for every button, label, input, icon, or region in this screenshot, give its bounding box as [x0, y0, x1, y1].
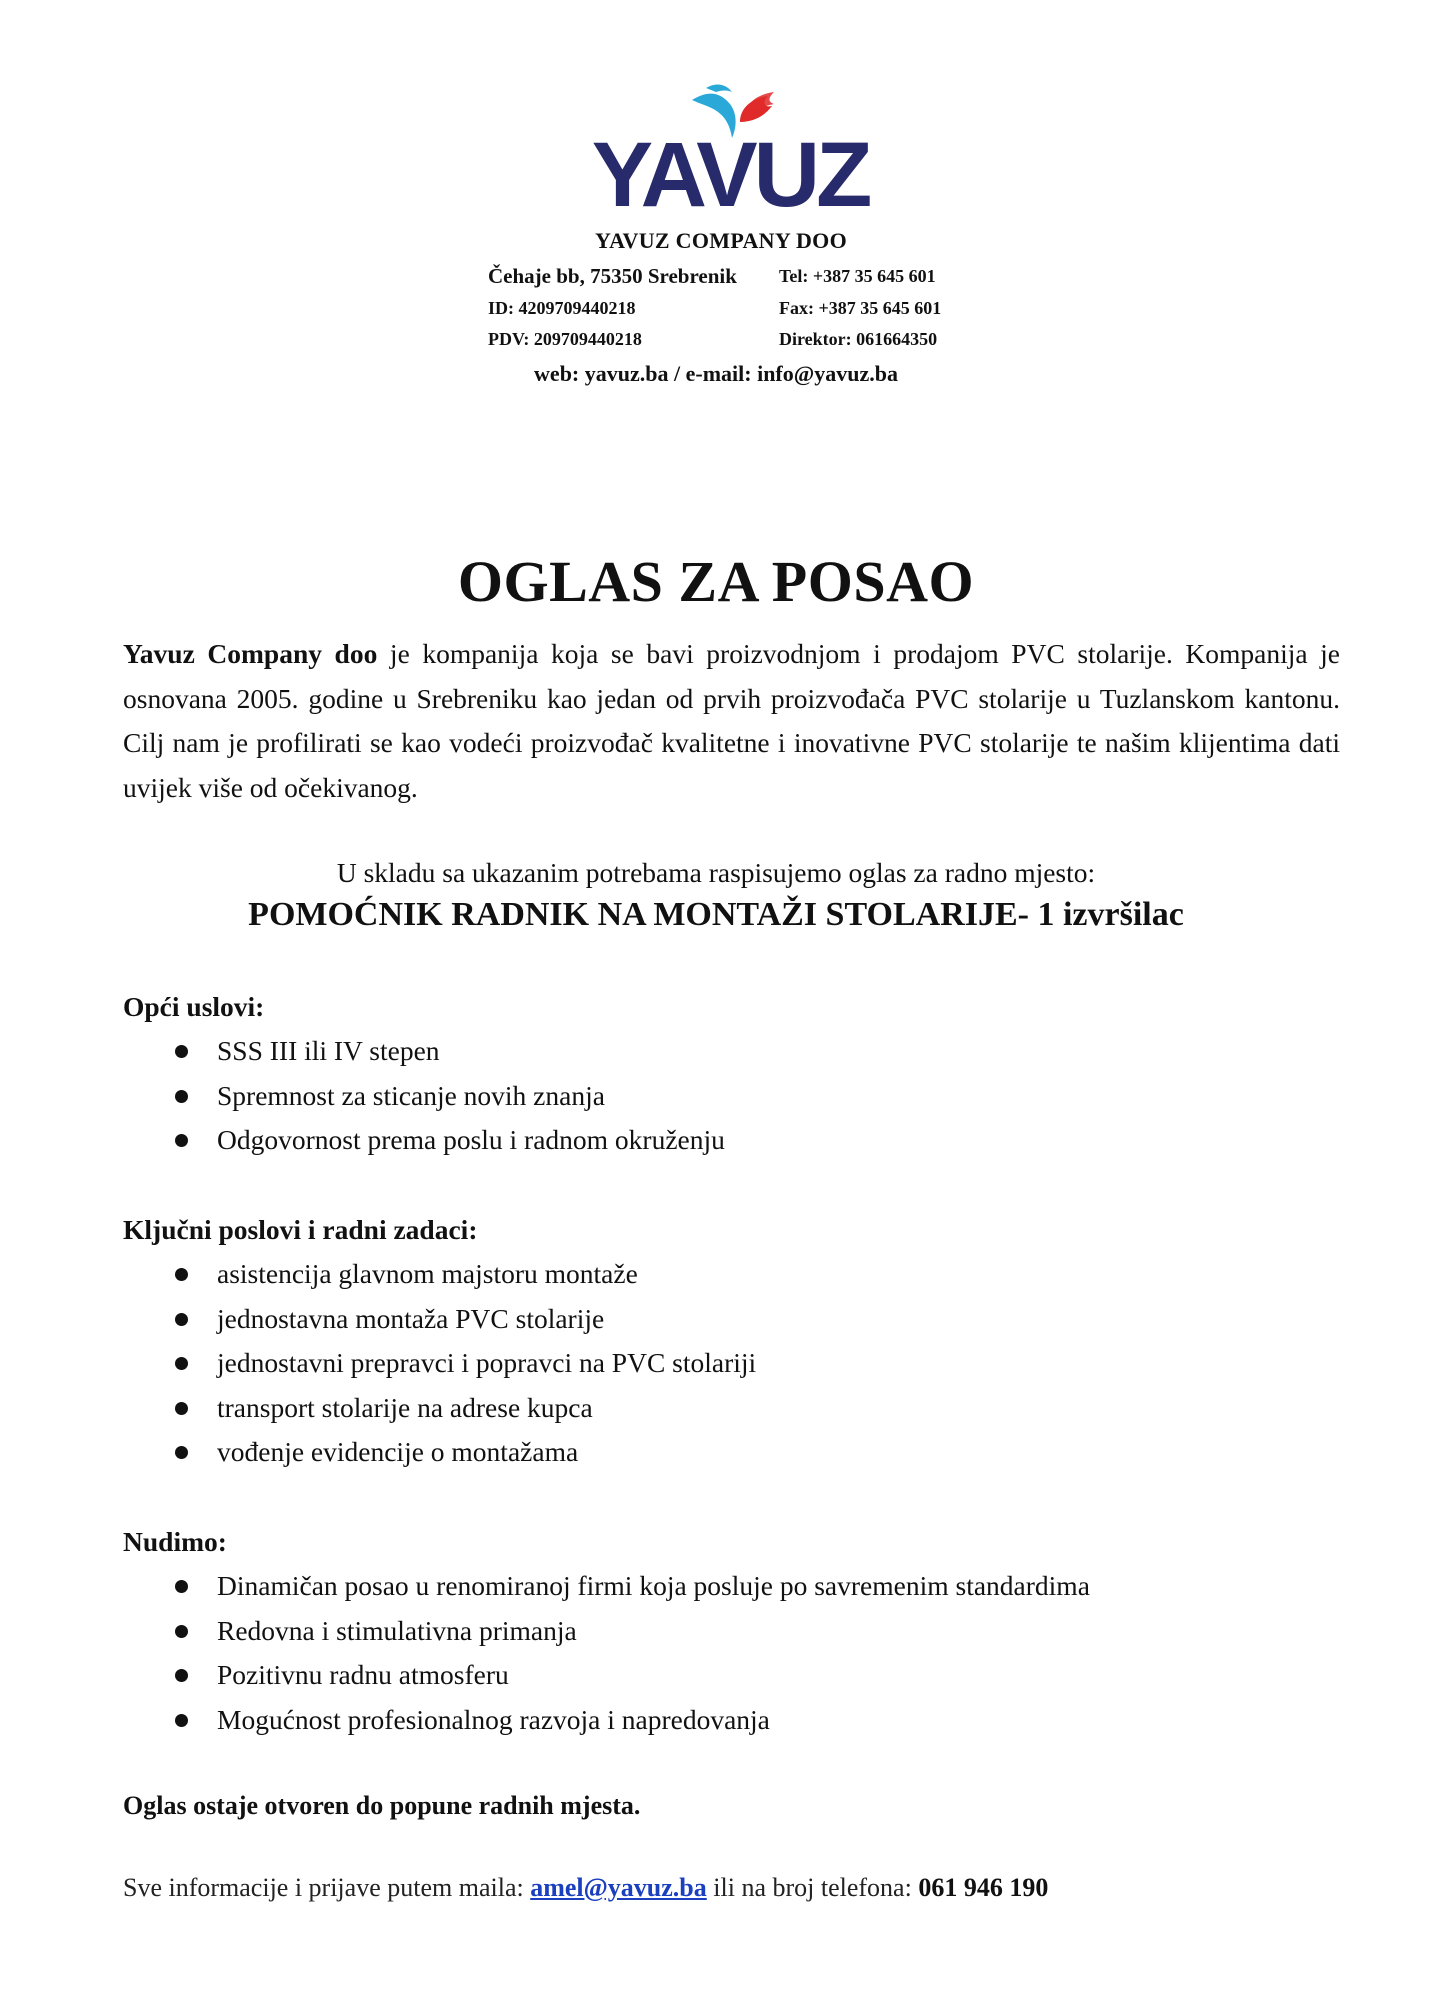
email-link[interactable]: amel@yavuz.ba — [530, 1873, 707, 1902]
list-item-text: Pozitivnu radnu atmosferu — [217, 1659, 509, 1690]
company-fax: Fax: +387 35 645 601 — [779, 298, 942, 318]
bullet-icon — [175, 1669, 188, 1682]
list-item — [123, 1564, 1090, 1609]
list-item-text: Odgovornost prema poslu i radnom okruženju — [217, 1124, 725, 1155]
list-item — [123, 1386, 756, 1431]
bullet-icon — [175, 1045, 188, 1058]
bullet-icon — [175, 1090, 188, 1103]
bullet-icon — [175, 1313, 188, 1326]
yavuz-logo-icon — [580, 82, 880, 212]
intro-text: je kompanija koja se bavi proizvodnjom i prodajom PVC stolarije. Kompanija je osnovana 2005. godine u Srebreniku kao jedan od prvih proizvođača PVC stolarije u Tuzlanskom kantonu. Cilj nam je profilirati se kao vodeći proizvođač kvalitetne i inovativne PVC stolarije te našim klijentima dati uvijek više od očekivanog. — [123, 638, 1341, 803]
list-item — [123, 1430, 756, 1475]
list-item-text: vođenje evidencije o montažama — [217, 1436, 579, 1467]
list-item-text: transport stolarije na adrese kupca — [217, 1391, 593, 1423]
lead-text: U skladu sa ukazanim potrebama raspisujemo oglas za radno mjesto: — [336, 857, 1096, 888]
list-item — [123, 1297, 756, 1342]
list-item-text: Dinamičan posao u renomiranoj firmi koja posluje po savremenim standardima — [217, 1570, 1090, 1601]
list-item-text: SSS III ili IV stepen — [217, 1035, 440, 1066]
list-item-text: jednostavni prepravci i popravci na PVC stolariji — [217, 1347, 757, 1378]
general-conditions-list — [123, 1029, 725, 1163]
list-item — [123, 1118, 725, 1163]
intro-company-name: Yavuz Company doo — [123, 638, 378, 669]
bullet-icon — [175, 1625, 188, 1638]
intro-paragraph — [123, 632, 1340, 810]
position-title: POMOĆNIK RADNIK NA MONTAŽI STOLARIJE- 1 izvršilac — [248, 896, 1184, 933]
list-item — [123, 1653, 1090, 1698]
list-item — [123, 1252, 756, 1297]
company-tel: Tel: +387 35 645 601 — [779, 266, 936, 286]
contact-prefix: Sve informacije i prijave putem maila: — [123, 1873, 531, 1902]
contact-middle: ili na broj telefona: — [706, 1873, 919, 1902]
section-heading-general: Opći uslovi: — [123, 991, 265, 1022]
letterhead — [0, 228, 1432, 386]
bullet-icon — [175, 1268, 188, 1281]
bullet-icon — [175, 1580, 188, 1593]
bullet-icon — [175, 1134, 188, 1147]
list-item-text: asistencija glavnom majstoru montaže — [217, 1258, 638, 1289]
tasks-list — [123, 1252, 756, 1475]
list-item-text: Mogućnost profesionalnog razvoja i napredovanja — [217, 1703, 770, 1735]
bullet-icon — [175, 1357, 188, 1370]
company-id: ID: 4209709440218 — [488, 298, 636, 318]
bullet-icon — [175, 1402, 188, 1415]
company-web-email: web: yavuz.ba / e-mail: info@yavuz.ba — [534, 361, 898, 386]
logo-wordmark: YAVUZ — [591, 124, 869, 212]
list-item — [123, 1341, 756, 1386]
closing-note: Oglas ostaje otvoren do popune radnih mjesta. — [123, 1791, 641, 1820]
list-item-text: Redovna i stimulativna primanja — [217, 1614, 577, 1646]
list-item — [123, 1698, 1090, 1743]
contact-line — [123, 1873, 1048, 1903]
list-item-text: jednostavna montaža PVC stolarije — [217, 1302, 605, 1334]
company-address: Čehaje bb, 75350 Srebrenik — [488, 264, 737, 288]
list-item — [123, 1074, 725, 1119]
bullet-icon — [175, 1714, 188, 1727]
page-title: OGLAS ZA POSAO — [457, 549, 975, 614]
list-item — [123, 1029, 725, 1074]
section-heading-offer: Nudimo: — [123, 1526, 227, 1557]
company-pdv: PDV: 209709440218 — [488, 329, 642, 349]
list-item — [123, 1609, 1090, 1654]
phone-number: 061 946 190 — [918, 1873, 1049, 1902]
offer-list — [123, 1564, 1090, 1742]
section-heading-tasks: Ključni poslovi i radni zadaci: — [123, 1214, 478, 1245]
company-director: Direktor: 061664350 — [779, 329, 938, 349]
bullet-icon — [175, 1446, 188, 1459]
company-name: YAVUZ COMPANY DOO — [595, 228, 847, 253]
company-logo — [580, 82, 880, 212]
list-item-text: Spremnost za sticanje novih znanja — [217, 1079, 605, 1111]
